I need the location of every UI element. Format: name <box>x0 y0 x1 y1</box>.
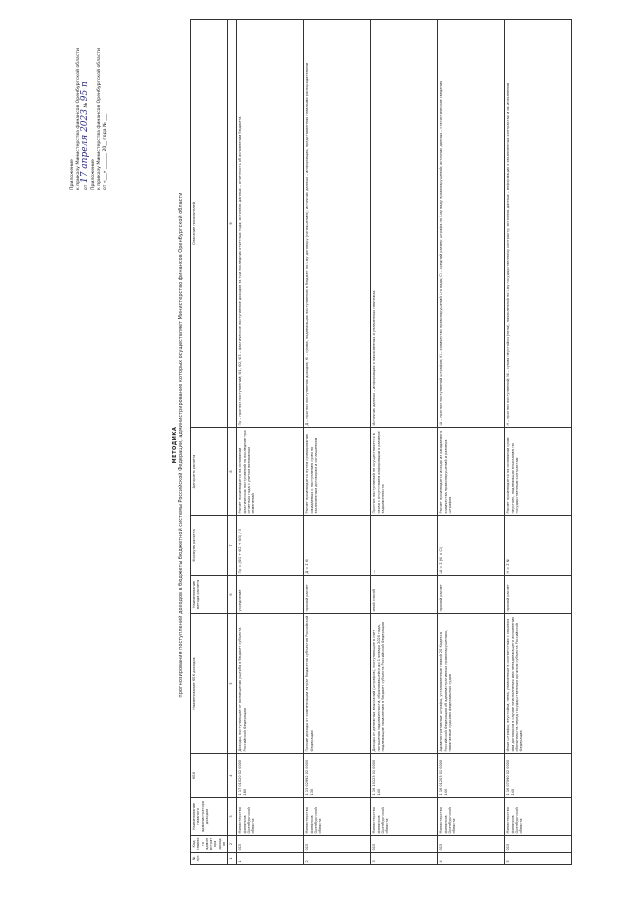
row-method: прямой расчет <box>304 576 371 614</box>
header-from: от <box>84 184 90 190</box>
handwritten-date: 17 апреля 2023 <box>80 109 91 184</box>
row-kbk-name: Доходы от денежных взысканий (штрафов), поступающие в счет погашения задолженности, образовавшейся до 1 января 2020 года, подлежащие зачислению в бюджет субъекта Российской Федерации <box>371 614 438 754</box>
column-number: 8 <box>228 428 237 516</box>
row-method: прямой расчет <box>438 576 505 614</box>
row-admin-code: 015 <box>371 836 438 853</box>
row-number: 1 <box>237 853 304 865</box>
header-cell-formula: Формула расчета <box>191 516 228 576</box>
row-description: Пр – прогноз поступлений; Ф1, Ф2, Ф3 – фактическое поступление доходов за три последних отчетных года; источник данных – отчетность об исполнении бюджета <box>237 20 304 428</box>
approval-header <box>70 10 109 190</box>
header-cell-admin-name: Наименование главного администратора доходов <box>191 798 228 836</box>
header-line: к приказу Министерства финансов Оренбургской области <box>96 47 102 190</box>
header-line: от «___» _______ 20__ года № ___ <box>103 113 109 190</box>
row-algorithm: Расчет производится исходя из ожидаемого количества правонарушений и размера штрафов <box>438 428 505 516</box>
column-number: 5 <box>228 614 237 754</box>
row-algorithm: Расчет производится путем суммирования ожидаемых к поступлению сумм по заключенным договорам и соглашениям <box>304 428 371 516</box>
row-kbk-name: Административные штрафы, установленные главой 20 Кодекса Российской Федерации об административных правонарушениях, налагаемые судьями федеральных судов <box>438 614 505 754</box>
row-algorithm: Прогноз поступлений не осуществляется в связи с отсутствием информации о размере задолженности <box>371 428 438 516</box>
table-row <box>371 20 438 865</box>
row-method: прямой расчет <box>505 576 572 614</box>
row-algorithm: Расчет производится на основании фактических поступлений за последние три отчетных года с учетом возможных изменений <box>237 428 304 516</box>
column-number-row <box>228 20 237 865</box>
row-kbk: 1 16 01203 01 0000 140 <box>438 754 505 798</box>
header-line: Приложение <box>70 159 75 190</box>
title-line-2: прогнозирования поступлений доходов в бюджеты бюджетной системы Российской Федерации, администрирование которых осуществляет Министерство финансов Оренбургской области <box>178 192 185 698</box>
row-description: Д – прогноз поступления доходов; Кi – сумма, подлежащая поступлению в бюджет по i-му договору (соглашению); источник данных – информация, представленная главными распорядителями <box>304 20 371 428</box>
row-admin-code: 015 <box>237 836 304 853</box>
table-row <box>438 20 505 865</box>
methodology-table <box>190 19 572 865</box>
column-number: 4 <box>228 754 237 798</box>
row-admin-code: 015 <box>438 836 505 853</box>
column-number: 3 <box>228 798 237 836</box>
row-formula: Д = Σ Кi <box>304 516 371 576</box>
handwritten-number: 95 п <box>80 81 91 102</box>
row-method: усреднение <box>237 576 304 614</box>
column-number: 1 <box>228 853 237 865</box>
document-title <box>172 165 185 725</box>
row-admin-name: Министерство финансов Оренбургской области <box>438 798 505 836</box>
header-cell-number: № п/п <box>191 853 228 865</box>
header-cell-algorithm: Алгоритм расчета <box>191 428 228 516</box>
header-line: к приказу Министерства финансов Оренбургской области <box>76 47 82 190</box>
row-description: Источник данных – информация о начисленных и уплаченных платежах <box>371 20 438 428</box>
row-kbk-name: Прочие доходы от компенсации затрат бюджетов субъектов Российской Федерации <box>304 614 371 754</box>
row-number: 2 <box>304 853 371 865</box>
header-line: Приложение <box>90 159 96 190</box>
column-number: 2 <box>228 836 237 853</box>
column-number: 6 <box>228 576 237 614</box>
row-number: 4 <box>438 853 505 865</box>
row-kbk: 1 16 10123 01 0000 140 <box>371 754 438 798</box>
row-formula: Ш = Σ (Ki × Ci) <box>438 516 505 576</box>
table-header-row <box>191 20 228 865</box>
header-cell-description: Описание показателей <box>191 20 228 428</box>
row-formula: — <box>371 516 438 576</box>
row-kbk: 1 13 02992 02 0000 130 <box>304 754 371 798</box>
column-number: 7 <box>228 516 237 576</box>
row-kbk-name: Иные штрафы, неустойки, пени, уплаченные в соответствии с законом или договором в случае неисполнения или ненадлежащего исполнения обязательств перед государственным органом субъекта Российской Федерации <box>505 614 572 754</box>
row-admin-name: Министерство финансов Оренбургской области <box>371 798 438 836</box>
row-number: 3 <box>371 853 438 865</box>
row-formula: Н = Σ Ni <box>505 516 572 576</box>
header-cell-method: Наименование метода расчета <box>191 576 228 614</box>
header-cell-kbk-name: Наименование КБК доходов <box>191 614 228 754</box>
row-description: Ш – прогноз поступлений штрафов; Ki – количество правонарушений i-го вида; Ci – средний размер штрафа по i-му виду правонарушений; источник данных – статистические сведения <box>438 20 505 428</box>
row-algorithm: Расчет производится на основании сумм неустоек, подлежащих взысканию по государственным контрактам <box>505 428 572 516</box>
row-kbk: 1 17 01020 02 0000 180 <box>237 754 304 798</box>
row-number: 5 <box>505 853 572 865</box>
row-kbk-name: Доходы, поступающие от возмещения ущерба в бюджет субъекта Российской Федерации <box>237 614 304 754</box>
row-admin-code: 015 <box>505 836 572 853</box>
title-line-1: МЕТОДИКА <box>172 426 178 464</box>
row-method: иной способ <box>371 576 438 614</box>
row-admin-name: Министерство финансов Оренбургской области <box>237 798 304 836</box>
header-cell-kbk: КБК <box>191 754 228 798</box>
row-kbk: 1 16 07090 02 0000 140 <box>505 754 572 798</box>
header-date-line: от 17 апреля 2023 № 95 п <box>80 81 91 190</box>
table-row <box>237 20 304 865</box>
row-admin-code: 015 <box>304 836 371 853</box>
table-row <box>505 20 572 865</box>
row-description: Н – прогноз поступлений; Ni – сумма неустойки (пени), начисленной по i-му государственному контракту; источник данных – информация о заключенных контрактах и их исполнении <box>505 20 572 428</box>
row-admin-name: Министерство финансов Оренбургской области <box>304 798 371 836</box>
table-row <box>304 20 371 865</box>
row-formula: Пр = (Ф1 + Ф2 + Ф3) / 3 <box>237 516 304 576</box>
column-number: 9 <box>228 20 237 428</box>
header-cell-admin-code: Код главного администратора доходов <box>191 836 228 853</box>
row-admin-name: Министерство финансов Оренбургской области <box>505 798 572 836</box>
